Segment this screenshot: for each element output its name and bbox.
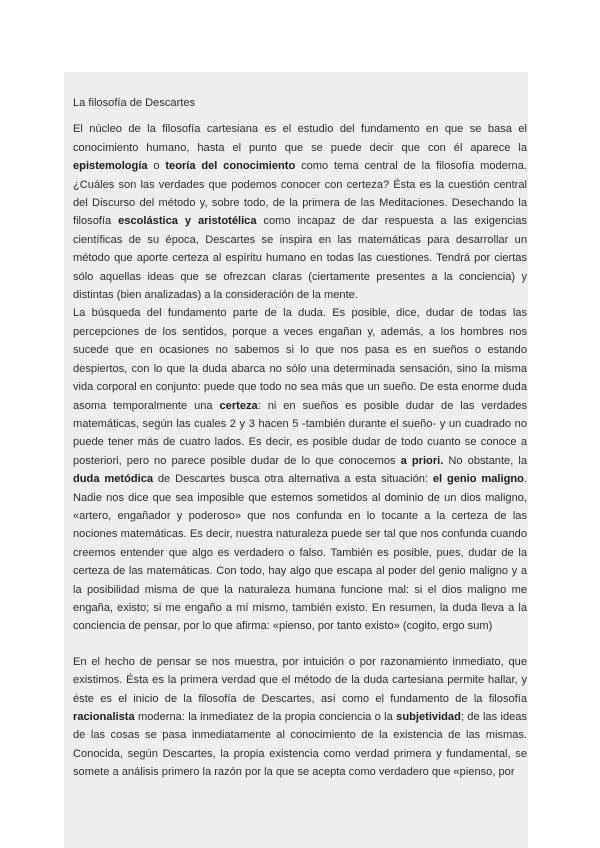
text-run: El núcleo de la filosofía cartesiana es el estudio del fundamento en que se basa el conocimiento humano, hasta el punto que se puede decir que con él aparece la — [73, 123, 527, 154]
bold-term: subjetividad — [396, 711, 461, 723]
bold-term: escolástica y aristotélica — [118, 215, 257, 228]
document-title: La filosofía de Descartes — [73, 97, 196, 109]
text-run: : ni en sueños es posible dudar de las verdades matemáticas, según las cuales 2 y 3 hacen 5 -también durante el sueño- y un cuadrado no puede tener más de cuatro lados. Es decir, es posible dudar de todo cuanto se conoce a posteriori, pero no parece posible dudar de lo que conocemos — [73, 399, 527, 467]
text-run: como incapaz de dar respuesta a las exigencias científicas de su época, Descartes se inspira en las matemáticas para desarrollar un método que aporte certeza al espíritu humano en todas las cuestiones. Tendrá por ciertas sólo aquellas ideas que se ofrezcan claras (ciertamente presentes a la conciencia) y distintas (bien analizadas) a la consideración de la mente. — [73, 215, 527, 302]
text-run: moderna: la inmediatez de la propia conciencia o la — [134, 711, 397, 723]
bold-term: a priori. — [400, 454, 444, 467]
bold-term: epistemología — [73, 160, 148, 173]
bold-term: duda metódica — [73, 473, 154, 486]
bold-term: certeza — [219, 399, 258, 412]
paragraph-2 — [73, 304, 527, 635]
text-run: La búsqueda del fundamento parte de la duda. Es posible, dice, dudar de todas las percepciones de los sentidos, porque a veces engañan y, además, a los hombres nos sucede que en ocasiones no sabemos si lo que nos pasa es en sueños o estando despiertos, con lo que la duda abarca no sólo una determinada sensación, sino la misma vida corporal en conjunto: puede que todo no sea más que un sueño. De esta enorme duda asoma temporalmente una — [73, 307, 527, 412]
text-run: o — [147, 160, 166, 173]
text-run: No obstante, la — [443, 454, 527, 467]
bold-term: teoría del conocimiento — [165, 160, 296, 173]
text-run: En el hecho de pensar se nos muestra, por intuición o por razonamiento inmediato, que existimos. Ésta es la primera verdad que el método de la duda cartesiana permite hallar, y éste es el inicio de la filosofía de Descartes, así como el fundamento de la filosofía — [73, 655, 527, 705]
bold-term: el genio maligno — [432, 473, 524, 486]
document-body — [73, 94, 527, 782]
bold-term: racionalista — [73, 711, 135, 723]
text-run: . Nadie nos dice que sea imposible que estemos sometidos al dominio de un dios maligno, «artero, engañador y poderoso» que nos confunda en lo tocante a la certeza de las nociones matemáticas. Es decir, nuestra naturaleza puede ser tal que nos confunda cuando creemos entender que algo es verdadero o falso. También es posible, pues, dudar de la certeza de las matemáticas. Con todo, hay algo que escapa al poder del genio maligno y a la posibilidad misma de que la naturaleza humana funcione mal: si el dios maligno me engaña, existo; si me engaño a mí mismo, también existo. En resumen, la duda lleva a la conciencia de pensar, por lo que afirma: «pienso, por tanto existo» (cogito, ergo sum) — [73, 473, 527, 633]
text-run: ; de las ideas de las cosas se pasa inmediatamente al conocimiento de la existencia de las mismas. Conocida, según Descartes, la propia existencia como verdad primera y fundamental, se somete a análisis primero la razón por la que se acepta como verdadero que «pienso, por — [73, 711, 528, 779]
paragraph-gap — [73, 636, 527, 653]
text-run: de Descartes busca otra alternativa a esta situación: — [153, 473, 433, 486]
text-run: como tema central de la filosofía moderna. ¿Cuáles son las verdades que podemos conocer con certeza? Ésta es la cuestión central del Discurso del método y, sobre todo, de la primera de las Meditaciones. Desechando la filosofía — [73, 160, 527, 228]
paragraph-3 — [73, 653, 527, 782]
paragraph-1 — [73, 120, 527, 304]
